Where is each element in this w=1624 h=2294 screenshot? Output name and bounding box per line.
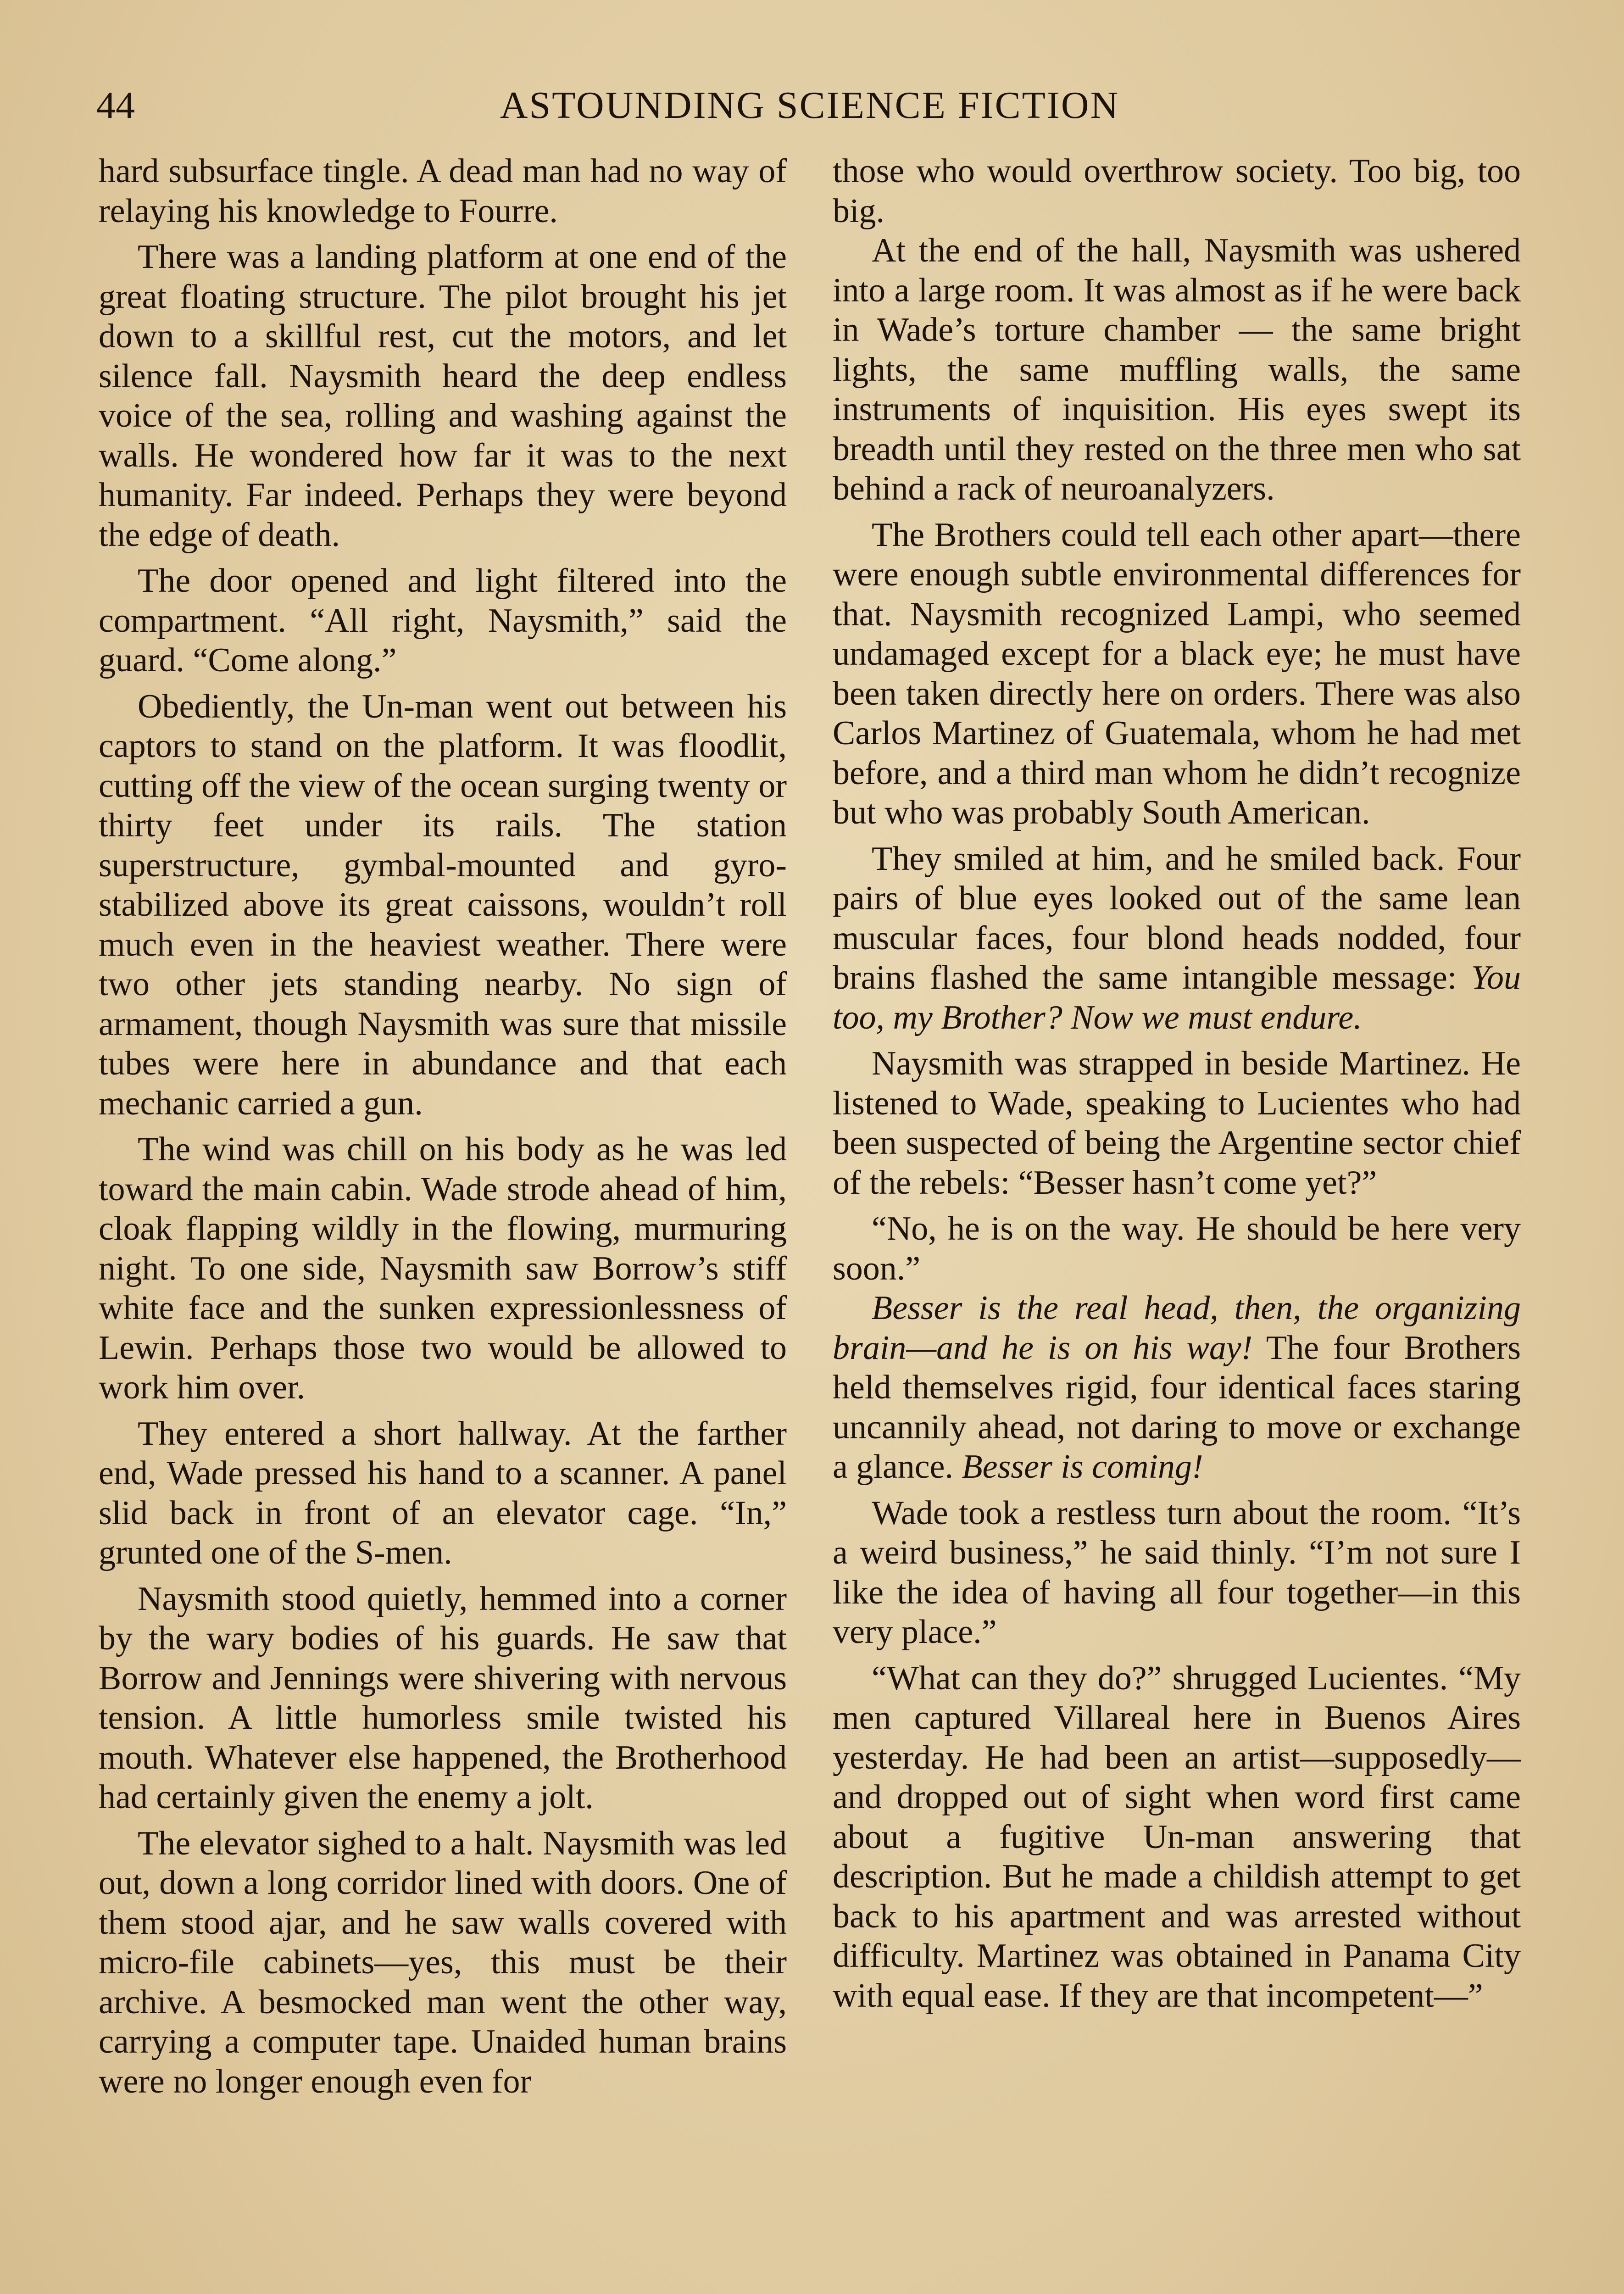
paragraph: those who would overthrow society. Too big, too big.	[833, 152, 1521, 230]
paragraph-text: The four Brothers held themselves rigid, four identical faces staring uncannily ahead, not daring to move or exchange a glance.	[833, 1329, 1521, 1486]
paragraph: The elevator sighed to a halt. Naysmith was led out, down a long corridor lined with doors. One of them stood ajar, and he saw walls covered with micro-file cabinets—yes, this must be their archive. A besmocked man went the other way, carrying a computer tape. Unaided human brains were no longer enough even for	[99, 1824, 787, 2100]
paragraph: “What can they do?” shrugged Lucientes. “My men captured Villareal here in Buenos Aires yesterday. He had been an artist—supposedly—and dropped out of sight when word first came about a fugitive Un-man answering that description. But he made a childish attempt to get back to his apartment and was arrested without difficulty. Martinez was obtained in Panama City with equal ease. If they are that incompetent—”	[833, 1659, 1521, 2015]
paragraph: Naysmith stood quietly, hemmed into a corner by the wary bodies of his guards. He saw that Borrow and Jennings were shivering with nervous tension. A little humorless smile twisted his mouth. Whatever else happened, the Brotherhood had certainly given the enemy a jolt.	[99, 1580, 787, 1816]
running-title: ASTOUNDING SCIENCE FICTION	[500, 84, 1120, 127]
paragraph: Naysmith was strapped in beside Martinez. He listened to Wade, speaking to Lucientes who had been suspected of being the Argentine sector chief of the rebels: “Besser hasn’t come yet?”	[833, 1045, 1521, 1202]
left-column	[99, 151, 787, 2108]
italic-thought: Besser is the real head, then, the organizing brain—and he is on his way!	[833, 1289, 1521, 1367]
page-header	[96, 78, 1523, 133]
italic-thought: Besser is coming!	[962, 1448, 1203, 1486]
paragraph: The Brothers could tell each other apart—there were enough subtle environmental differences for that. Naysmith recognized Lampi, who seemed undamaged except for a black eye; he must have been taken directly here on orders. There was also Carlos Martinez of Guatemala, whom he had met before, and a third man whom he didn’t recognize but who was probably South American.	[833, 516, 1521, 831]
paragraph: hard subsurface tingle. A dead man had no way of relaying his knowledge to Fourre.	[99, 152, 787, 230]
paragraph: Obediently, the Un-man went out between his captors to stand on the platform. It was floodlit, cutting off the view of the ocean surging twenty or thirty feet under its rails. The station superstructure, gymbal-mounted and gyro-stabilized above its great caissons, wouldn’t roll much even in the heaviest weather. There were two other jets standing nearby. No sign of armament, though Naysmith was sure that missile tubes were here in abundance and that each mechanic carried a gun.	[99, 687, 787, 1122]
paragraph: The door opened and light filtered into the compartment. “All right, Naysmith,” said the guard. “Come along.”	[99, 562, 787, 679]
paragraph-text: They smiled at him, and he smiled back. Four pairs of blue eyes looked out of the same lean muscular faces, four blond heads nodded, four brains flashed the same intangible message:	[833, 840, 1521, 997]
paragraph: Wade took a restless turn about the room. “It’s a weird business,” he said thinly. “I’m not sure I like the idea of having all four together—in this very place.”	[833, 1494, 1521, 1651]
right-column	[833, 151, 1521, 2022]
paragraph	[833, 1288, 1521, 1487]
page-number: 44	[96, 84, 135, 127]
paragraph: They entered a short hallway. At the farther end, Wade pressed his hand to a scanner. A panel slid back in front of an elevator cage. “In,” grunted one of the S-men.	[99, 1414, 787, 1571]
italic-thought: You too, my Brother? Now we must endure.	[833, 959, 1521, 1036]
paragraph	[833, 839, 1521, 1038]
paragraph: The wind was chill on his body as he was led toward the main cabin. Wade strode ahead of him, cloak flapping wildly in the flowing, murmuring night. To one side, Naysmith saw Borrow’s stiff white face and the sunken expressionlessness of Lewin. Perhaps those two would be allowed to work him over.	[99, 1130, 787, 1406]
paragraph: There was a landing platform at one end of the great floating structure. The pilot brought his jet down to a skillful rest, cut the motors, and let silence fall. Naysmith heard the deep endless voice of the sea, rolling and washing against the walls. He wondered how far it was to the next humanity. Far indeed. Perhaps they were beyond the edge of death.	[99, 238, 787, 554]
paragraph: “No, he is on the way. He should be here very soon.”	[833, 1210, 1521, 1287]
paragraph: At the end of the hall, Naysmith was ushered into a large room. It was almost as if he were back in Wade’s torture chamber — the same bright lights, the same muffling walls, the same instruments of inquisition. His eyes swept its breadth until they rested on the three men who sat behind a rack of neuroanalyzers.	[833, 232, 1521, 507]
